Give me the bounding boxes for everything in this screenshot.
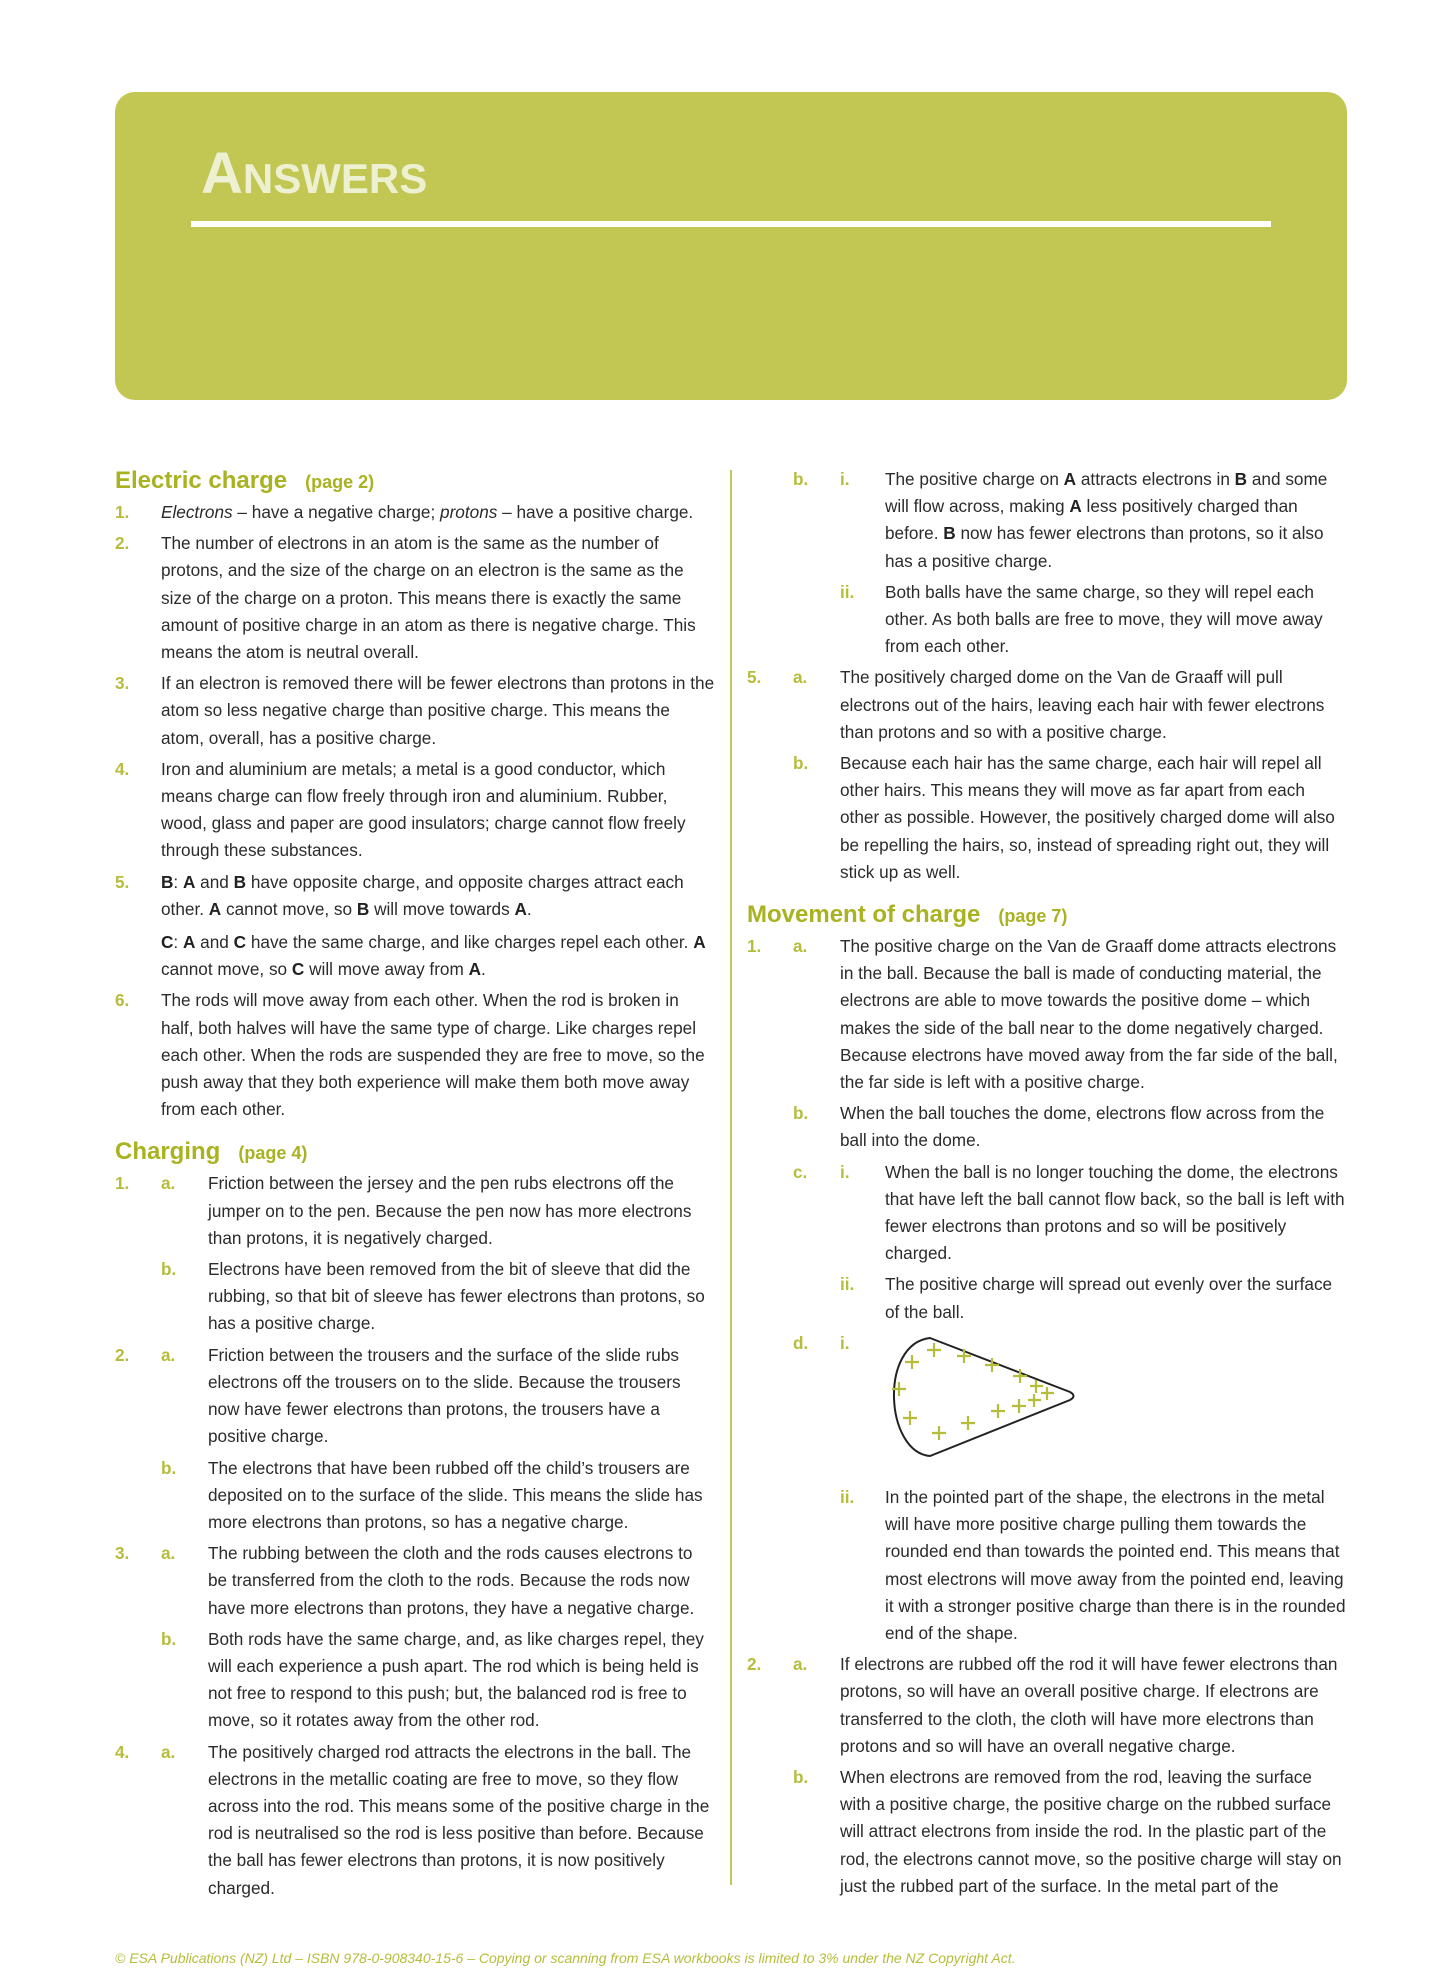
answer-item	[115, 670, 715, 752]
answer-text: Both balls have the same charge, so they will repel each other. As both balls are free to move, they will move away from each other.	[885, 581, 1323, 657]
label-a: A	[208, 898, 222, 919]
text: The positive charge on	[885, 469, 1064, 489]
subsub-label: i.	[840, 1161, 850, 1182]
left-column	[115, 466, 715, 1906]
answer-text: When electrons are removed from the rod, leaving the surface with a positive charge, the positive charge on the rubbed surface will attract electrons from inside the rod. In the plastic part of the rod, the electrons cannot move, so the positive charge will stay on just the rubbed part of the surface. In the metal part of the	[840, 1766, 1342, 1896]
question-number: 1.	[115, 1173, 130, 1194]
answer-text: Friction between the trousers and the surface of the slide rubs electrons off the trousers on to the slide. Because the trousers now have fewer electrons than protons, the trousers have a positive charge.	[208, 1344, 681, 1447]
section-title: Charging	[115, 1138, 221, 1166]
section-heading-charging	[115, 1137, 715, 1168]
answer-text: When the ball touches the dome, electrons flow across from the ball into the dome.	[840, 1103, 1325, 1151]
text: have the same charge, and like charges repel each other.	[246, 932, 694, 953]
text: .	[481, 959, 486, 980]
label-a: A	[1069, 496, 1082, 517]
answer-paragraph	[161, 869, 715, 923]
question-number: 3.	[115, 673, 130, 694]
header-rule	[191, 221, 1271, 227]
answer-item	[115, 756, 715, 865]
sub-label: a.	[161, 1344, 176, 1365]
answer-text: If an electron is removed there will be fewer electrons than protons in the atom so less negative charge than positive charge. This means the atom, overall, has a positive charge.	[161, 673, 715, 748]
sub-label: c.	[793, 1161, 808, 1182]
sub-label: a.	[793, 936, 808, 957]
right-column	[747, 466, 1347, 1904]
answer-item	[747, 933, 1347, 1096]
answer-text: The rods will move away from each other. When the rod is broken in half, both halves will have the same type of charge. Like charges repel each other. When the rods are suspended they are free to move, so the push away that they both experience will make them both move away from each other.	[161, 990, 705, 1120]
sub-label: a.	[793, 667, 808, 688]
sub-label: a.	[161, 1741, 176, 1762]
label-b: B	[1234, 469, 1248, 489]
text: less positively charged than before.	[885, 496, 1298, 544]
sub-label: a.	[793, 1654, 808, 1675]
text: now has fewer electrons than protons, so it also has a positive charge.	[885, 523, 1324, 571]
answer-item	[747, 1271, 1347, 1325]
subsub-label: i.	[840, 469, 850, 489]
question-number: 5.	[747, 667, 762, 688]
answer-text: If electrons are rubbed off the rod it will have fewer electrons than protons, so will have an overall positive charge. If electrons are transferred to the cloth, the cloth will have more electrons than protons and so will have an overall negative charge.	[840, 1654, 1338, 1756]
answer-item	[747, 1484, 1347, 1647]
answer-item-diagram	[747, 1330, 1347, 1480]
label-b: B	[356, 898, 370, 919]
term: protons	[440, 502, 498, 522]
answer-text: Iron and aluminium are metals; a metal is a good conductor, which means charge can flow freely through iron and aluminium. Rubber, wood, glass and paper are good insulators; charge cannot flow freely through these substances.	[161, 758, 686, 861]
sub-label: a.	[161, 1173, 176, 1194]
sub-label: b.	[161, 1457, 177, 1478]
answer-item	[747, 1100, 1347, 1154]
sub-label: d.	[793, 1332, 809, 1353]
text: will move towards	[369, 898, 515, 919]
term: Electrons	[161, 502, 233, 522]
title-rest: NSWERS	[242, 155, 428, 202]
answer-text: Both rods have the same charge, and, as like charges repel, they will each experience a push apart. The rod which is being held is not free to respond to this push; but, the balanced rod is free to move, so it rotates away from the other rod.	[208, 1628, 704, 1731]
question-number: 2.	[747, 1654, 762, 1675]
label-c: C	[291, 959, 305, 980]
label-b: B	[943, 523, 956, 544]
text: have opposite charge, and opposite charges attract each other.	[161, 871, 684, 919]
sub-label: b.	[793, 1103, 809, 1124]
answer-text: In the pointed part of the shape, the electrons in the metal will have more positive charge pulling them towards the rounded end than towards the pointed end. This means that most electrons will move away from the pointed end, leaving it with a stronger positive charge than there is in the rounded end of the shape.	[885, 1486, 1346, 1643]
spacer	[115, 1127, 715, 1137]
text: and some will flow across, making	[885, 469, 1328, 517]
page-reference: (page 7)	[998, 906, 1068, 927]
text: cannot move, so	[161, 959, 292, 980]
answer-item	[115, 987, 715, 1123]
answer-paragraph	[161, 929, 715, 983]
answer-item	[115, 1739, 715, 1902]
answer-text: Friction between the jersey and the pen rubs electrons off the jumper on to the pen. Because the pen now has more electrons than protons, it is negatively charged.	[208, 1173, 692, 1248]
question-number: 5.	[115, 871, 130, 892]
label-a: A	[468, 959, 482, 980]
answer-text: The positive charge will spread out evenly over the surface of the ball.	[885, 1274, 1333, 1322]
answer-item	[747, 664, 1347, 746]
sub-label: b.	[161, 1259, 177, 1280]
page-title	[201, 140, 427, 207]
text: :	[173, 932, 183, 953]
label-a: A	[182, 932, 196, 953]
answer-text: Electrons have been removed from the bit of sleeve that did the rubbing, so that bit of sleeve has fewer electrons than protons, so has a positive charge.	[208, 1259, 705, 1334]
text: cannot move, so	[221, 898, 357, 919]
label-b: B	[233, 871, 247, 892]
answer-text: When the ball is no longer touching the dome, the electrons that have left the ball cannot flow back, so the ball is left with fewer electrons than protons and so will be positively charged.	[885, 1161, 1345, 1264]
answer-item	[115, 1626, 715, 1735]
answer-item	[747, 1651, 1347, 1760]
text: and	[195, 932, 234, 953]
section-title: Movement of charge	[747, 901, 981, 929]
answer-text: The positively charged dome on the Van de Graaff will pull electrons out of the hairs, leaving each hair with fewer electrons than protons and so with a positive charge.	[840, 667, 1325, 742]
answer-item	[115, 869, 715, 984]
question-number: 2.	[115, 533, 130, 554]
sub-label: b.	[161, 1628, 177, 1649]
sub-label: b.	[793, 1766, 809, 1787]
answer-item	[115, 499, 715, 526]
answer-item	[115, 530, 715, 666]
sub-label: a.	[161, 1543, 176, 1564]
question-number: 1.	[747, 936, 762, 957]
page-reference: (page 2)	[305, 472, 375, 492]
subsub-label: ii.	[840, 581, 855, 602]
sub-label: b.	[793, 469, 809, 489]
answer-text: – have a negative charge;	[232, 502, 441, 522]
section-title: Electric charge	[115, 467, 288, 494]
answer-item	[747, 466, 1347, 575]
answer-item	[747, 750, 1347, 886]
answer-text: The positively charged rod attracts the electrons in the ball. The electrons in the metallic coating are free to move, so they flow across into the rod. This means some of the positive charge in the rod is neutralised so the rod is less positive than before. Because the ball has fewer electrons than protons, it is now positively charged.	[208, 1741, 710, 1898]
answer-item	[747, 1764, 1347, 1900]
answer-text: The number of electrons in an atom is the same as the number of protons, and the size of the charge on an electron is the same as the size of the charge on a proton. This means there is exactly the same amount of positive charge in an atom as there is negative charge. This means the atom is neutral overall.	[161, 533, 696, 663]
answer-item	[747, 1159, 1347, 1268]
text: .	[526, 898, 532, 919]
answer-text: The positive charge on the Van de Graaff dome attracts electrons in the ball. Because the ball is made of conducting material, the electrons are able to move towards the positive dome – which makes the side of the ball near to the dome negatively charged. Because electrons have moved away from the far side of the ball, the far side is left with a positive charge.	[840, 936, 1338, 1093]
label-c: C	[161, 932, 174, 953]
answer-item	[115, 1170, 715, 1252]
answer-text: The rubbing between the cloth and the rods causes electrons to be transferred from the cloth to the rods. Because the rods now have more electrons than protons, they have a negative charge.	[208, 1543, 695, 1618]
label-b: B	[161, 871, 174, 892]
section-heading-electric-charge	[115, 466, 715, 497]
question-number: 2.	[115, 1344, 130, 1365]
text: :	[173, 871, 183, 892]
answer-text: – have a positive charge.	[497, 502, 694, 522]
label-a: A	[693, 932, 706, 953]
label-a: A	[182, 871, 196, 892]
subsub-label: i.	[840, 1332, 850, 1353]
label-a: A	[514, 898, 527, 919]
sub-label: b.	[793, 753, 809, 774]
text: will move away from	[304, 959, 469, 980]
answer-item	[747, 579, 1347, 661]
question-number: 1.	[115, 502, 130, 522]
text: and	[195, 871, 234, 892]
text: attracts electrons in	[1076, 469, 1235, 489]
subsub-label: ii.	[840, 1486, 855, 1507]
subsub-label: ii.	[840, 1274, 855, 1295]
question-number: 4.	[115, 758, 130, 779]
column-divider	[730, 470, 732, 1885]
section-heading-movement-of-charge	[747, 900, 1347, 931]
page-reference: (page 4)	[238, 1143, 308, 1164]
question-number: 3.	[115, 1543, 130, 1564]
title-initial: A	[201, 141, 243, 206]
label-a: A	[1063, 469, 1077, 489]
spacer	[747, 890, 1347, 900]
header-banner	[115, 92, 1347, 400]
plus-signs	[892, 1343, 1054, 1440]
answer-text: The electrons that have been rubbed off the child’s trousers are deposited on to the surface of the slide. This means the slide has more electrons than protons, so has a negative charge.	[208, 1457, 703, 1532]
label-c: C	[233, 932, 247, 953]
question-number: 6.	[115, 990, 130, 1011]
answer-item	[115, 1455, 715, 1537]
answer-item	[115, 1256, 715, 1338]
teardrop-charge-diagram	[885, 1334, 1085, 1464]
answer-text: Because each hair has the same charge, each hair will repel all other hairs. This means they will move as far apart from each other as possible. However, the positively charged dome will also be repelling the hairs, so, instead of spreading right out, they will stick up as well.	[840, 753, 1335, 882]
copyright-footer: © ESA Publications (NZ) Ltd – ISBN 978-0-908340-15-6 – Copying or scanning from ESA workbooks is limited to 3% under the NZ Copyright Act.	[115, 1950, 1016, 1966]
answer-item	[115, 1540, 715, 1622]
question-number: 4.	[115, 1741, 130, 1762]
answer-item	[115, 1342, 715, 1451]
